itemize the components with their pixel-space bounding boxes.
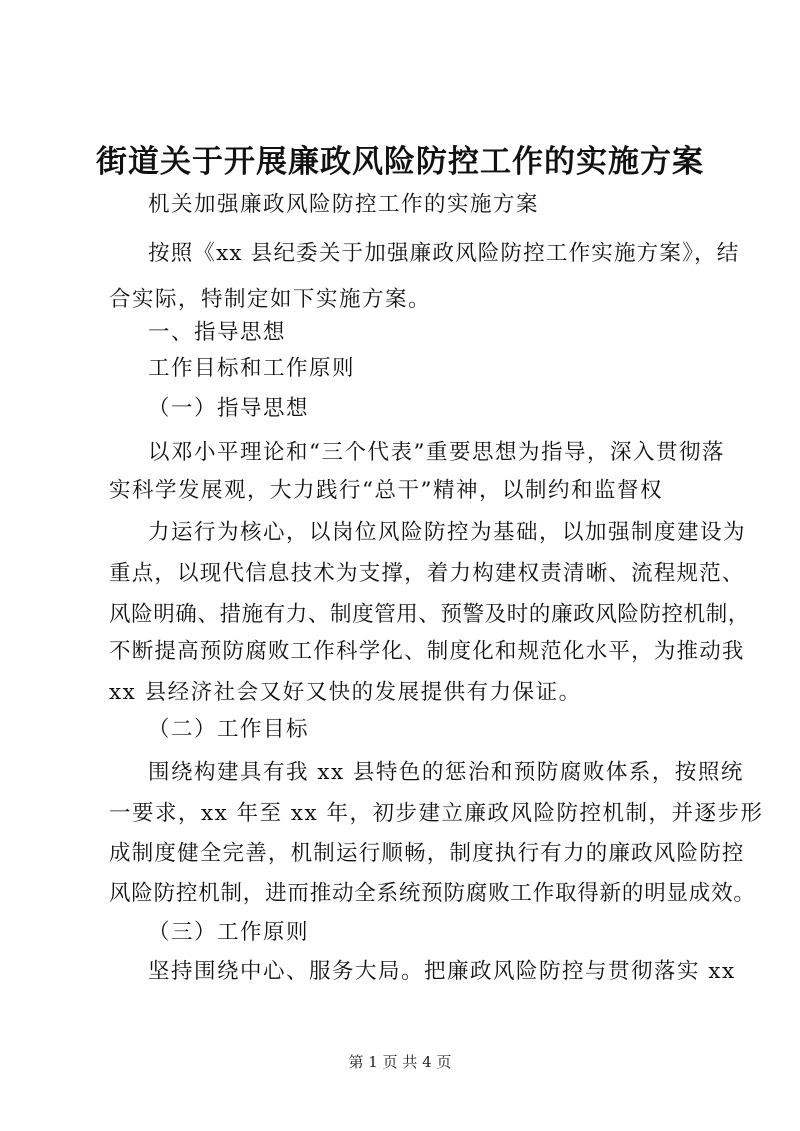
paragraph-line: 按照《xx 县纪委关于加强廉政风险防控工作实施方案》，结: [148, 241, 740, 266]
section-heading-continued: 工作目标和工作原则: [148, 356, 356, 381]
document-title: 街道关于开展廉政风险防控工作的实施方案: [96, 144, 704, 180]
subsection-heading: （二）工作目标: [148, 717, 310, 742]
paragraph-line: 围绕构建具有我 xx 县特色的惩治和预防腐败体系，按照统: [148, 760, 744, 785]
paragraph-line: 以邓小平理论和“三个代表”重要思想为指导，深入贯彻落: [148, 440, 725, 465]
paragraph-line: 重点，以现代信息技术为支撑，着力构建权责清晰、流程规范、: [109, 561, 745, 586]
paragraph-line: xx 县经济社会又好又快的发展提供有力保证。: [109, 680, 582, 705]
paragraph-line: 实科学发展观，大力践行“总干”精神，以制约和监督权: [109, 478, 663, 503]
page-footer: 第 1 页 共 4 页: [348, 1053, 452, 1071]
paragraph-line: 风险防控机制，进而推动全系统预防腐败工作取得新的明显成效。: [109, 881, 756, 906]
paragraph-line: 成制度健全完善，机制运行顺畅，制度执行有力的廉政风险防控: [109, 841, 745, 866]
paragraph-line: 力运行为核心，以岗位风险防控为基础，以加强制度建设为: [148, 520, 747, 545]
paragraph-line: 合实际，特制定如下实施方案。: [109, 287, 432, 312]
paragraph-line: 坚持围绕中心、服务大局。把廉政风险防控与贯彻落实 xx: [148, 959, 736, 984]
paragraph-line: 风险明确、措施有力、制度管用、预警及时的廉政风险防控机制，: [109, 602, 750, 627]
section-heading: 一、指导思想: [148, 320, 287, 345]
subsection-heading: （一）指导思想: [148, 396, 310, 421]
document-subtitle: 机关加强廉政风险防控工作的实施方案: [148, 192, 540, 217]
paragraph-line: 不断提高预防腐败工作科学化、制度化和规范化水平，为推动我: [109, 639, 745, 664]
subsection-heading: （三）工作原则: [148, 920, 310, 945]
paragraph-line: 一要求，xx 年至 xx 年，初步建立廉政风险防控机制，并逐步形: [109, 801, 764, 826]
